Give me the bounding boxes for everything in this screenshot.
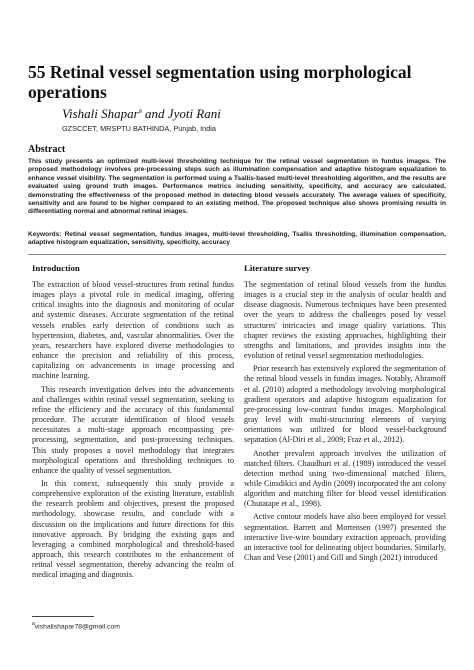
literature-paragraph: The segmentation of retinal blood vessels from the fundus images is a crucial step in the analysis of ocular health and disease diagnosis. Numerous techniques have been presented over the years to address the challenges posed by vessel structures' intricacies and image quality variations. This chapter reviews the existing approaches, highlighting their strengths and limitations, and provides insights into the evolution of retinal vessel segmentation methodologies. <box>244 280 446 361</box>
footnote-email: vishalishapar78@gmail.com <box>34 623 120 631</box>
author-list <box>62 106 221 122</box>
author-name: Jyoti Rani <box>167 106 221 121</box>
chapter-title: 55 Retinal vessel segmentation using morphological operations <box>28 62 412 102</box>
author-footnote-mark: a <box>138 106 142 115</box>
introduction-heading: Introduction <box>32 263 80 273</box>
author-affiliation: GZSCCET, MRSPTU BATHINDA, Punjab, India <box>62 124 216 133</box>
introduction-paragraph: This research investigation delves into the advancements and challenges within retinal vessel segmentation, seeking to refine the efficiency and the accuracy of this fundamental procedure. The accurate identification of blood vessels necessitates a multi-stage approach encompassing pre-processing, segmentation, and post-processing techniques. This study proposes a novel methodology that integrates morphological operations and thresholding techniques to enhance the quality of vessel segmentation. <box>32 384 234 475</box>
author-name: Vishali Shapar <box>62 106 139 121</box>
footnote-divider <box>32 616 94 617</box>
keywords-label: Keywords: <box>28 231 62 238</box>
keywords <box>28 231 446 248</box>
left-column <box>32 263 234 581</box>
introduction-paragraph: The extraction of blood vessel-structures from retinal fundus images plays a pivotal role in medical imaging, offering critical insights into the diagnosis and monitoring of ocular and systemic diseases. Accurate segmentation of the retinal vessels enables early detection of conditions such as hypertension, diabetes, and, vascular abnormalities. Over the years, researchers have explored diverse methodologies to enhance the precision and reliability of this process, capitalizing on advancements in image processing and machine learning. <box>32 280 234 381</box>
abstract-heading: Abstract <box>28 144 66 155</box>
footnote <box>32 621 120 630</box>
abstract-text: This study presents an optimized multi-level thresholding technique for the retinal vessel segmentation in fundus images. The proposed methodology involves pre-processing steps such as illumination compensation and adaptive histogram equalization to enhance vessel visibility. The segmentation is performed using a Tsallis-based multi-level thresholding algorithm, and the results are evaluated using ground truth images. Performance metrics including sensitivity, specificity, and accuracy are calculated, demonstrating the effectiveness of the proposed method in detecting blood vessels accurately. The average values of specificity, sensitivity and are found to be higher compared to an existing method. The proposed technique also shows promising results in differentiating normal and abnormal retinal images. <box>28 158 446 216</box>
footnote-mark: a <box>32 621 35 627</box>
literature-paragraph: Active contour models have also been employed for vessel segmentation. Barrett and Mortensen (1997) presented the interactive live-wire boundary extraction approach, providing an interactive tool for delineating object boundaries. Similarly, Chan and Vese (2001) and Gill and Singh (2021) introduced <box>244 512 446 563</box>
author-separator: and <box>141 106 168 121</box>
literature-survey-heading: Literature survey <box>244 263 311 273</box>
literature-paragraph: Another prevalent approach involves the utilization of matched filters. Chaudhuri et al. (1989) introduced the vessel detection method using two-dimensional matched filters, while Cinsdikici and Aydin (2009) incorporated the ant colony algorithm and matching filter for blood vessel identification (Chutatape et al., 1998). <box>244 448 446 509</box>
section-divider <box>28 254 446 255</box>
introduction-paragraph: In this context, subsequently this study provide a comprehensive exploration of the existing literature, establish the research problem and objectives, present the proposed methodology, showcase results, and conclude with a discussion on the implications and future directions for this innovative approach. By bridging the existing gaps and leveraging a combined morphological and threshold-based approach, this research contributes to the enhancement of retinal vessel segmentation, thereby advancing the realm of medical imaging and diagnosis. <box>32 478 234 580</box>
right-column <box>244 263 446 563</box>
keywords-text: Retinal vessel segmentation, fundus images, multi-level thresholding, Tsallis thresholding, illumination compensation, adaptive histogram equalization, sensitivity, specificity, accuracy <box>28 231 446 247</box>
literature-paragraph: Prior research has extensively explored the segmentation of the retinal blood vessels in fundus images. Notably, Abramoff et al. (2010) adopted a methodology involving morphological gradient operators and adaptive histogram equalization for pre-processing low-contrast fundus images. Morphological gray level with multi-structuring elements of varying orientations was utilized for blood vessel-background separation (Al-Diri et al., 2009; Fraz et al., 2012). <box>244 364 446 445</box>
